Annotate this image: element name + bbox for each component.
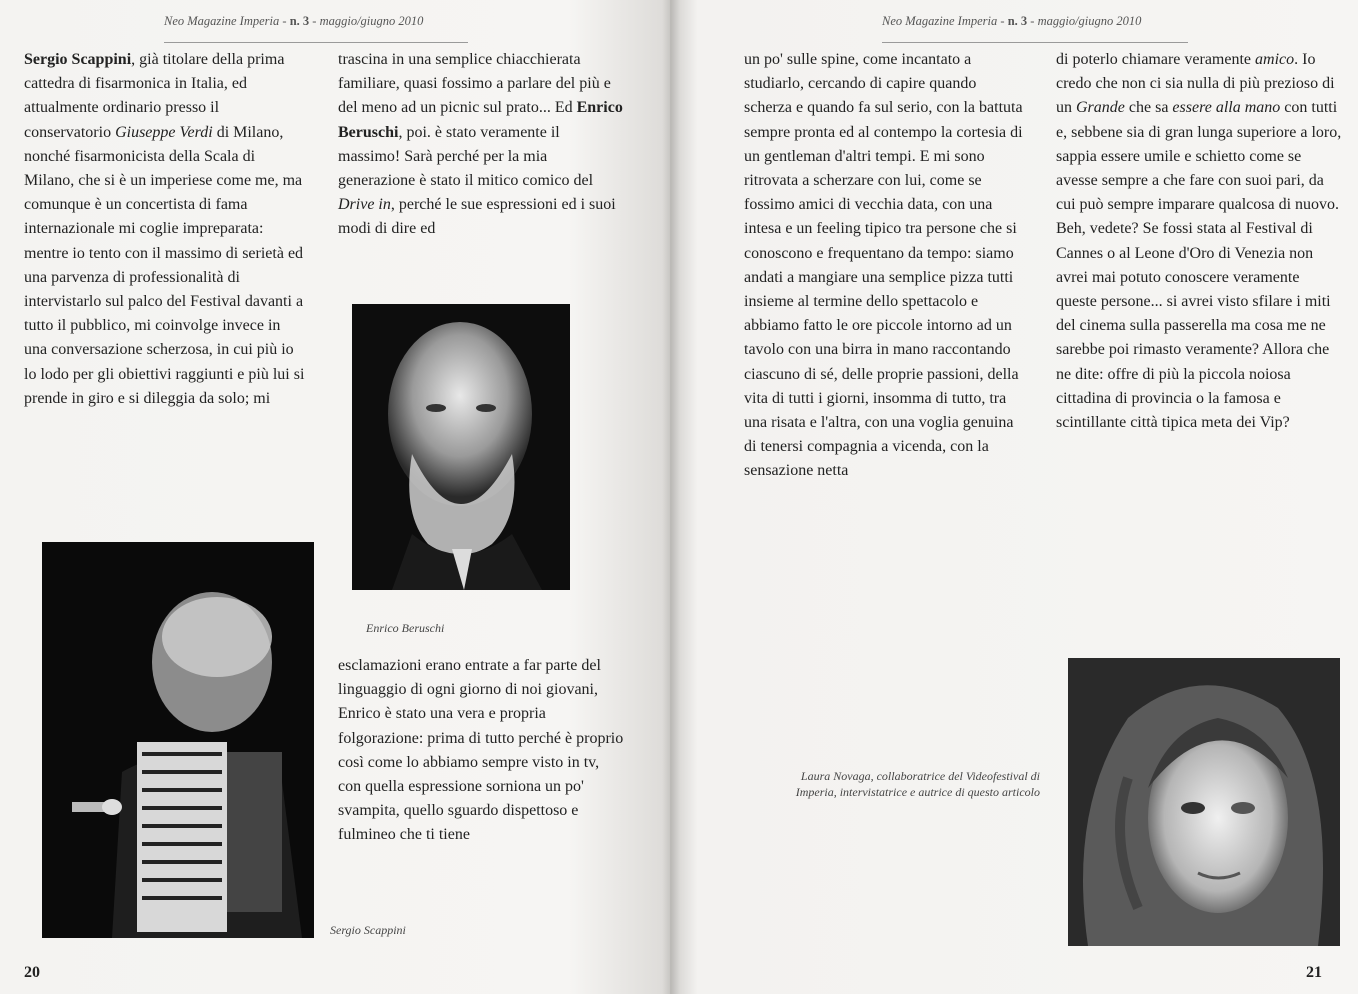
header-issue: n. 3 [1007,14,1028,28]
photo-laura-novaga [1068,658,1340,946]
lead-name-scappini: Sergio Scappini [24,51,132,68]
header-date: maggio/giugno 2010 [1037,14,1142,28]
header-magazine: Neo Magazine Imperia [882,14,998,28]
running-header: Neo Magazine Imperia - n. 3 - maggio/giugno 2010 [882,14,1142,28]
running-header: Neo Magazine Imperia - n. 3 - maggio/giugno 2010 [164,14,424,28]
lead-name-beruschi: Enrico Beruschi [338,99,623,141]
text-run: trascina in una semplice chiacchierata familiare, quasi fossimo a parlare del più e del meno ad un picnic sul prato... Ed [338,51,611,117]
text-run: un po' sulle spine, come incantato a studiarlo, cercando di capire quando scherza e quando fa sul serio, con la battuta sempre pronta ed al contempo la cortesia di un gentleman d'altri tempi. E mi sono ritrovata a scherzare con lui, come se fossimo amici di vecchia data, con una intesa e un feeling tipico tra persone che si conoscono e frequentano da tempo: siamo andati a mangiare una semplice pizza tutti insieme al termine dello spettacolo e abbiamo fatto le ore piccole intorno ad un tavolo con una birra in mano raccontando ciascuno di sé, delle proprie passioni, della vita di tutti i giorni, insomma di tutto, tra una risata e l'altra, con una voglia genuina di tenersi compagnia a vicenda, con la sensazione netta [744,51,1023,480]
header-date: maggio/giugno 2010 [319,14,424,28]
photo-sergio-scappini [42,542,314,938]
article-column-3 [744,48,1026,484]
text-run: con tutti e, sebbene sia di gran lunga superiore a loro, sappia essere umile e schietto come se avesse sempre a che fare con suoi pari, da cui può sempre imparare qualcosa di nuovo. Beh, vedete? Se fossi stata al Festival di Cannes o al Leone d'Oro di Venezia non avrei mai potuto conoscere veramente queste persone... si avrei visto sfilare i miti del cinema sulla passerella ma cosa me ne sarebbe poi rimasto veramente? Allora che ne dite: offre di più la piccola noiosa cittadina di provincia o la famosa e scintillante città tipica meta dei Vip? [1056,99,1342,432]
italic-run: essere alla mano [1172,99,1281,117]
italic-run: Grande [1076,99,1125,117]
italic-run: amico [1255,51,1295,68]
page-number: 20 [24,964,40,981]
article-column-1 [24,48,306,411]
photo-enrico-beruschi [352,304,570,590]
text-run: di poterlo chiamare veramente [1056,51,1256,68]
text-run: , perché le sue espressioni ed i suoi modi di dire ed [338,196,616,238]
header-rule [164,42,468,43]
page-gutter [662,0,680,994]
text-run: , poi. è stato veramente il massimo! Sarà perché per la mia generazione è stato il mitico comico del [338,123,594,190]
article-column-4 [1056,48,1342,435]
caption-enrico-beruschi: Enrico Beruschi [366,621,445,635]
page-number: 21 [1306,964,1322,981]
text-run: , già titolare della prima cattedra di fisarmonica in Italia, ed attualmente ordinario presso il conservatorio [24,51,285,141]
left-page [0,0,670,994]
italic-run: Drive in [338,196,391,214]
text-run: di Milano, nonché fisarmonicista della Scala di Milano, che si è un imperiese come me, ma comunque è un concertista di fama internazionale mi coglie impreparata: mentre io tento con il massimo di serietà ed una parvenza di professionalità di intervistarlo sul palco del Festival davanti a tutto il pubblico, mi coinvolge invece in una conversazione scherzosa, in cui più io lo lodo per gli obiettivi raggiunti e più lui si prende in giro e si dileggia da solo; mi [24,123,305,407]
article-column-2-continued [338,654,624,848]
italic-run: Giuseppe Verdi [115,123,213,141]
text-run: esclamazioni erano entrate a far parte del linguaggio di ogni giorno di noi giovani, Enrico è stato una vera e propria folgorazione: prima di tutto perché è proprio così come lo abbiamo sempre visto in tv, con quella espressione sorniona un po' svampita, quello sguardo dispettoso e fulmineo che ti tiene [338,657,624,844]
caption-laura-novaga: Laura Novaga, collaboratrice del Videofestival di Imperia, intervistatrice e autrice di questo articolo [795,769,1040,799]
text-run: che sa [1124,99,1173,117]
header-rule [882,42,1188,43]
article-column-2 [338,48,624,242]
right-page [670,0,1358,994]
header-issue: n. 3 [289,14,310,28]
caption-sergio-scappini: Sergio Scappini [330,923,406,937]
text-run: . Io credo che non ci sia nulla di più prezioso di un [1056,51,1335,117]
header-magazine: Neo Magazine Imperia [164,14,280,28]
